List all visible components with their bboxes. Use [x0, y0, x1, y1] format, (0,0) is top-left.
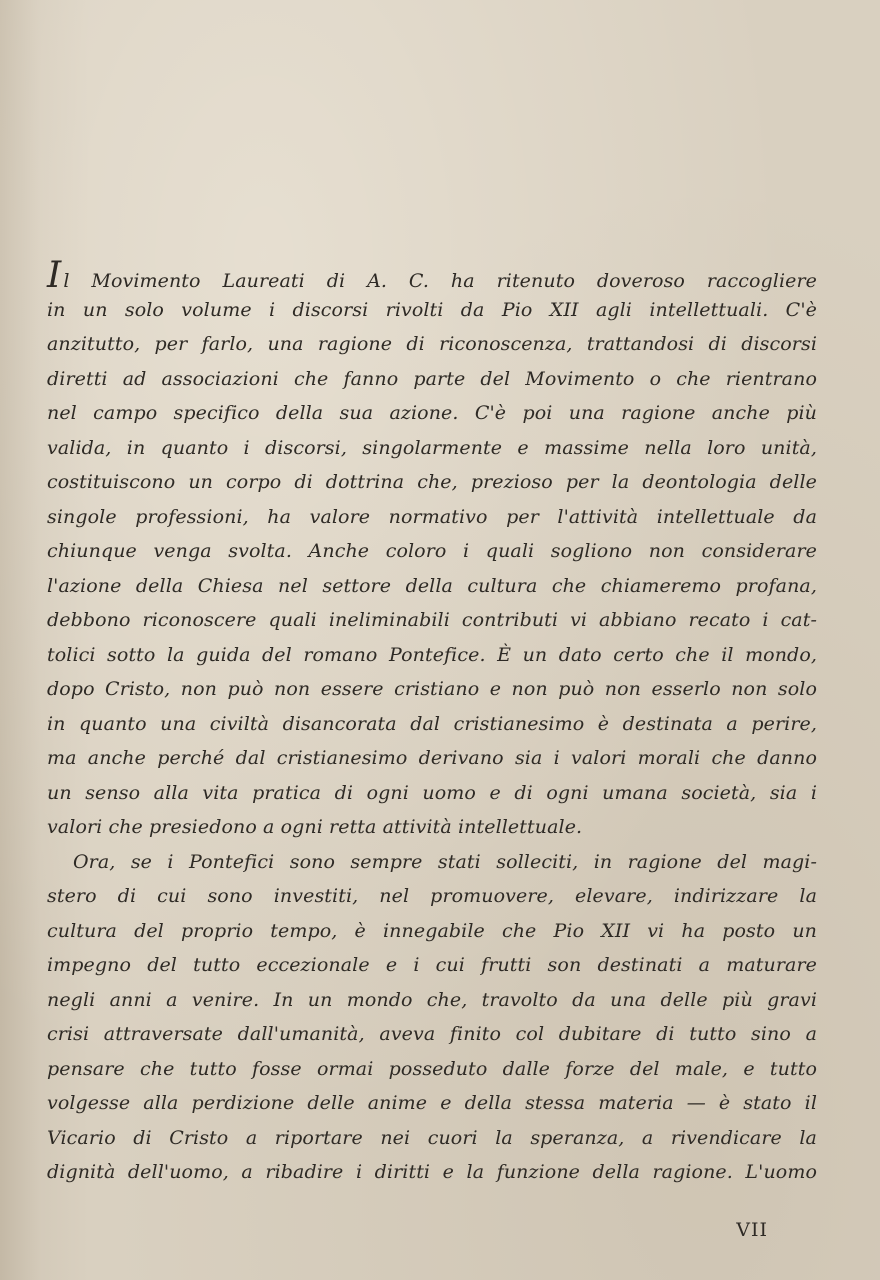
text-line: valida, in quanto i discorsi, singolarmente e massime nella loro unità, [47, 436, 817, 459]
text-line: volgesse alla perdizione delle anime e della stessa materia — è stato il [47, 1092, 817, 1114]
text-line: tolici sotto la guida del romano Pontefice. È un dato certo che il mondo, [47, 643, 817, 666]
text-line: costituiscono un corpo di dottrina che, prezioso per la deontologia delle [47, 471, 817, 493]
text-line: in un solo volume i discorsi rivolti da Pio XII agli intellettuali. C'è [47, 298, 817, 321]
text-line: negli anni a venire. In un mondo che, travolto da una delle più gravi [47, 988, 817, 1011]
text-line: dopo Cristo, non può non essere cristiano e non può non esserlo non solo [47, 678, 817, 700]
text-line: impegno del tutto eccezionale e i cui frutti son destinati a maturare [47, 954, 817, 976]
text-line: diretti ad associazioni che fanno parte del Movimento o che rientrano [47, 367, 817, 390]
paragraph-2 [47, 845, 817, 1190]
text-line: cultura del proprio tempo, è innegabile che Pio XII vi ha posto un [47, 919, 817, 942]
text-line: nel campo specifico della sua azione. C'è poi una ragione anche più [47, 402, 817, 424]
text-line: singole professioni, ha valore normativo per l'attività intellettuale da [47, 505, 817, 528]
text-line: in quanto una civiltà disancorata dal cristianesimo è destinata a perire, [47, 712, 817, 735]
text-line: un senso alla vita pratica di ogni uomo e di ogni umana società, sia i [47, 781, 817, 804]
paragraph-1 [47, 255, 817, 845]
text-line: anzitutto, per farlo, una ragione di riconoscenza, trattandosi di discorsi [47, 333, 817, 355]
text-line: l'azione della Chiesa nel settore della cultura che chiameremo profana, [47, 574, 817, 597]
text-line: ma anche perché dal cristianesimo derivano sia i valori morali che danno [47, 747, 817, 769]
text-line: chiunque venga svolta. Anche coloro i quali sogliono non considerare [47, 540, 817, 562]
page-number: VII [736, 1219, 768, 1241]
text-line: crisi attraversate dall'umanità, aveva finito col dubitare di tutto sino a [47, 1023, 817, 1045]
text-line: valori che presiedono a ogni retta attività intellettuale. [47, 816, 583, 838]
drop-cap: I [47, 255, 62, 296]
text-line: dignità dell'uomo, a ribadire i diritti e la funzione della ragione. L'uomo [47, 1161, 817, 1183]
body-text [47, 255, 817, 1190]
text-line: pensare che tutto fosse ormai posseduto dalle forze del male, e tutto [47, 1057, 817, 1080]
text-line: debbono riconoscere quali ineliminabili contributi vi abbiano recato i cat- [47, 609, 817, 631]
text-line: Ora, se i Pontefici sono sempre stati solleciti, in ragione del magi- [73, 850, 817, 873]
text-line: stero di cui sono investiti, nel promuovere, elevare, indirizzare la [47, 885, 817, 907]
text-line: Il Movimento Laureati di A. C. ha ritenuto doveroso raccogliere [47, 255, 817, 296]
text-line: Vicario di Cristo a riportare nei cuori la speranza, a rivendicare la [47, 1126, 817, 1149]
